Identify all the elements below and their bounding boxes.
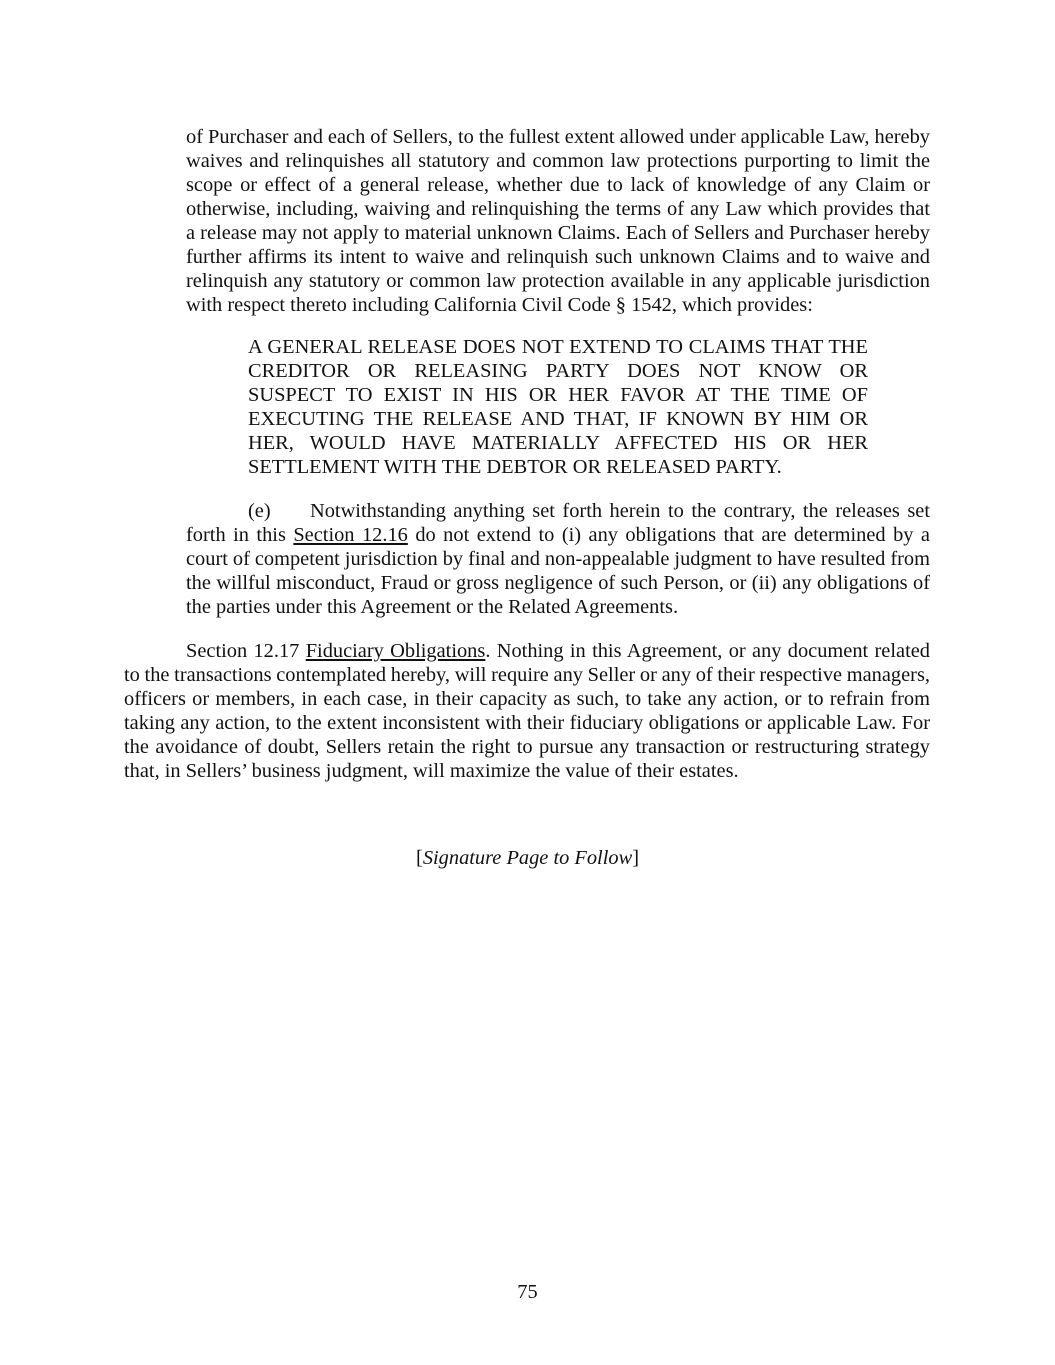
text-line: a release may not apply to material unknown Claims. Each of Sellers and Purchaser hereby	[186, 222, 930, 244]
text-line: officers or members, in each case, in their capacity as such, to take any action, or to refrain from	[124, 688, 930, 710]
text-line: to the transactions contemplated hereby, will require any Seller or any of their respective managers,	[124, 664, 930, 686]
text-line: SETTLEMENT WITH THE DEBTOR OR RELEASED PARTY.	[248, 456, 782, 478]
text-line: the avoidance of doubt, Sellers retain the right to pursue any transaction or restructuring strategy	[124, 736, 930, 758]
text-line: of Purchaser and each of Sellers, to the fullest extent allowed under applicable Law, hereby	[186, 126, 930, 148]
section-reference-link[interactable]: Section 12.16	[293, 524, 408, 546]
text-line	[186, 639, 930, 663]
text-line	[186, 523, 930, 547]
signature-page-note: [Signature Page to Follow]	[416, 847, 639, 869]
text-line: the willful misconduct, Fraud or gross negligence of such Person, or (ii) any obligations of	[186, 572, 930, 594]
text-line: taking any action, to the extent inconsistent with their fiduciary obligations or applicable Law. For	[124, 712, 930, 734]
page-number: 75	[517, 1281, 538, 1303]
signature-page-note-text: Signature Page to Follow	[422, 847, 633, 869]
text-line: HER, WOULD HAVE MATERIALLY AFFECTED HIS OR HER	[248, 432, 868, 454]
text-line: with respect thereto including California Civil Code § 1542, which provides:	[186, 294, 813, 316]
text-line: relinquish any statutory or common law protection available in any applicable jurisdiction	[186, 270, 930, 292]
text-line: A GENERAL RELEASE DOES NOT EXTEND TO CLAIMS THAT THE	[248, 336, 868, 358]
paragraph-e-label: (e)	[248, 500, 271, 522]
text-line: court of competent jurisdiction by final and non-appealable judgment to have resulted from	[186, 548, 930, 570]
text-segment: Section 12.17	[186, 640, 306, 662]
text-line: EXECUTING THE RELEASE AND THAT, IF KNOWN BY HIM OR	[248, 408, 868, 430]
text-line: SUSPECT TO EXIST IN HIS OR HER FAVOR AT THE TIME OF	[248, 384, 868, 406]
text-segment: . Nothing in this Agreement, or any document related	[485, 640, 930, 662]
text-line: otherwise, including, waiving and relinquishing the terms of any Law which provides that	[186, 198, 930, 220]
text-line: scope or effect of a general release, whether due to lack of knowledge of any Claim or	[186, 174, 930, 196]
text-line: that, in Sellers’ business judgment, will maximize the value of their estates.	[124, 760, 739, 782]
text-line: waives and relinquishes all statutory and common law protections purporting to limit the	[186, 150, 930, 172]
text-line: CREDITOR OR RELEASING PARTY DOES NOT KNOW OR	[248, 360, 868, 382]
text-segment: forth in this	[186, 524, 294, 546]
text-line: the parties under this Agreement or the Related Agreements.	[186, 596, 679, 618]
text-line: further affirms its intent to waive and relinquish such unknown Claims and to waive and	[186, 246, 930, 268]
text-segment: do not extend to (i) any obligations that are determined by a	[407, 524, 930, 546]
section-reference-link[interactable]: Fiduciary Obligations	[305, 640, 486, 662]
text-line: Notwithstanding anything set forth herein to the contrary, the releases set	[310, 500, 930, 522]
